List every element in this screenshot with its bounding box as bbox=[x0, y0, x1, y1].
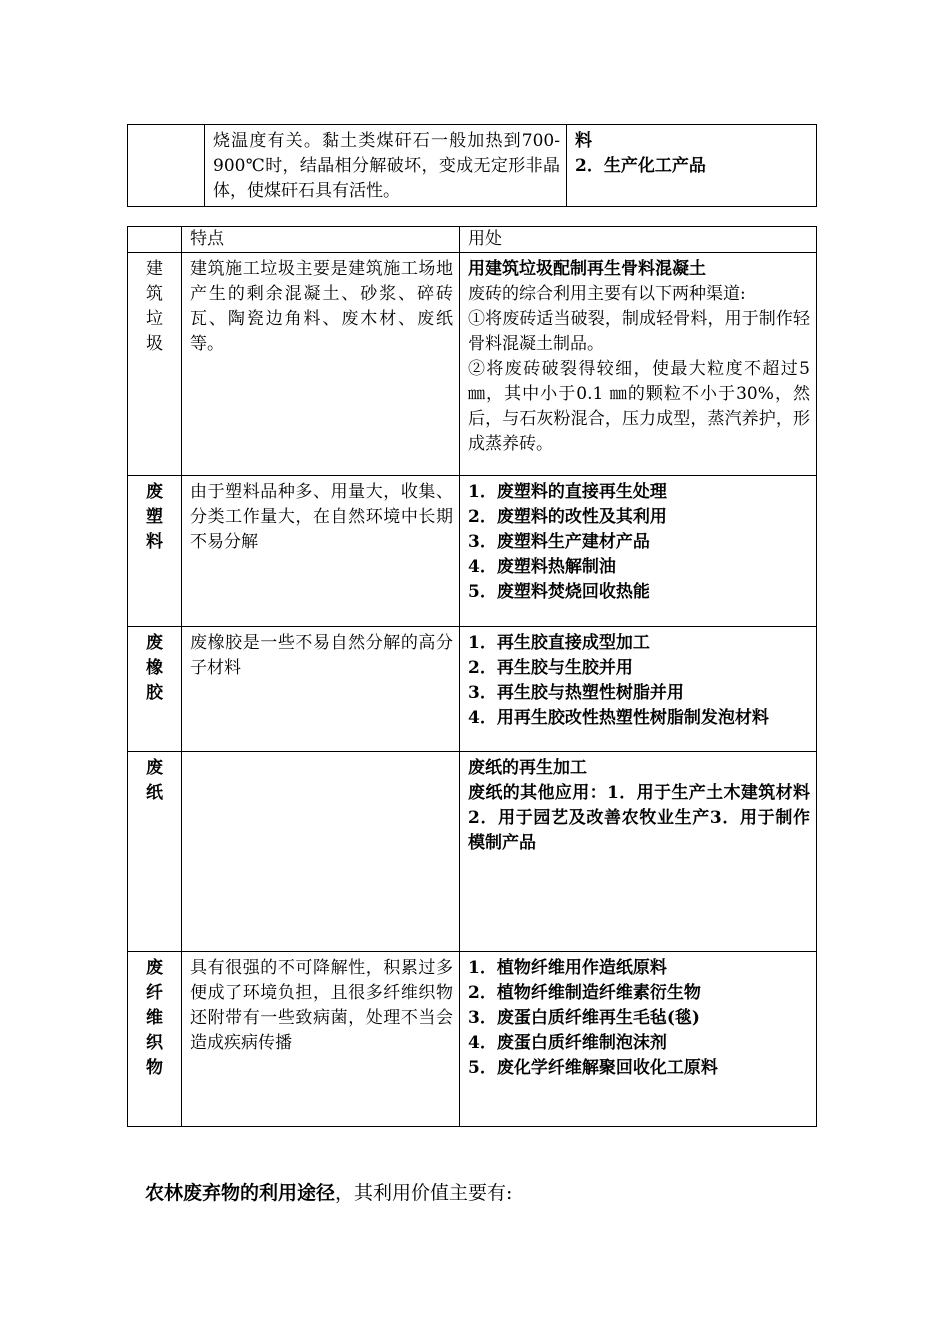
continued-empty-cell bbox=[128, 125, 205, 207]
category-char: 橡 bbox=[146, 658, 163, 678]
category-cell bbox=[128, 952, 182, 1127]
table-row bbox=[128, 752, 817, 952]
use-item: 2．植物纤维制造纤维素衍生物 bbox=[468, 983, 701, 1003]
use-item: 3．再生胶与热塑性树脂并用 bbox=[468, 683, 684, 703]
table-row bbox=[128, 253, 817, 476]
category-char: 建 bbox=[146, 259, 163, 279]
continued-table bbox=[127, 124, 817, 207]
use-item: 4．废蛋白质纤维制泡沫剂 bbox=[468, 1033, 667, 1053]
category-char: 垃 bbox=[146, 309, 163, 329]
use-item: 2．废塑料的改性及其利用 bbox=[468, 507, 667, 527]
table-row bbox=[128, 952, 817, 1127]
use-item: 1．废塑料的直接再生处理 bbox=[468, 482, 667, 502]
category-char: 废 bbox=[146, 482, 163, 502]
use-item: 5．废化学纤维解聚回收化工原料 bbox=[468, 1058, 718, 1078]
use-cell bbox=[460, 752, 817, 952]
use-cell bbox=[460, 253, 817, 476]
table-row bbox=[128, 627, 817, 752]
use-line: ②将废砖破裂得较细，使最大粒度不超过5 ㎜，其中小于0.1 ㎜的颗粒不小于30%，然后，与石灰粉混合，压力成型，蒸汽养护，形成蒸养砖。 bbox=[468, 359, 810, 454]
use-item: 废纸的其他应用：1．用于生产土木建筑材料2．用于园艺及改善农牧业生产3．用于制作模制产品 bbox=[468, 783, 810, 853]
category-cell bbox=[128, 752, 182, 952]
use-item: 1．再生胶直接成型加工 bbox=[468, 633, 650, 653]
category-cell bbox=[128, 627, 182, 752]
section-heading-rest: ，其利用价值主要有: bbox=[335, 1182, 513, 1204]
section-heading-lead: 农林废弃物的利用途径 bbox=[145, 1182, 336, 1204]
use-cell bbox=[460, 952, 817, 1127]
category-char: 胶 bbox=[146, 683, 163, 703]
category-char: 物 bbox=[146, 1058, 163, 1078]
use-item: 4．用再生胶改性热塑性树脂制发泡材料 bbox=[468, 708, 769, 728]
category-char: 筑 bbox=[146, 284, 163, 304]
category-char: 纸 bbox=[146, 783, 163, 803]
feature-cell: 废橡胶是一些不易自然分解的高分子材料 bbox=[182, 627, 460, 752]
continued-right-line: 2．生产化工产品 bbox=[575, 156, 706, 176]
use-title: 用建筑垃圾配制再生骨料混凝土 bbox=[468, 259, 706, 279]
feature-cell bbox=[182, 752, 460, 952]
category-char: 纤 bbox=[146, 983, 163, 1003]
header-cell-uses: 用处 bbox=[460, 227, 817, 253]
category-char: 废 bbox=[146, 633, 163, 653]
use-line: 废砖的综合利用主要有以下两种渠道: bbox=[468, 284, 746, 304]
category-char: 废 bbox=[146, 758, 163, 778]
header-cell-category bbox=[128, 227, 182, 253]
category-char: 废 bbox=[146, 958, 163, 978]
use-item: 2．再生胶与生胶并用 bbox=[468, 658, 633, 678]
use-item: 废纸的再生加工 bbox=[468, 758, 587, 778]
feature-cell: 具有很强的不可降解性，积累过多便成了环境负担，且很多纤维织物还附带有一些致病菌，处理不当会造成疾病传播 bbox=[182, 952, 460, 1127]
category-char: 维 bbox=[146, 1008, 163, 1028]
table-row bbox=[128, 476, 817, 627]
category-char: 圾 bbox=[146, 334, 163, 354]
continued-middle-cell: 烧温度有关。黏土类煤矸石一般加热到700-900℃时，结晶相分解破坏，变成无定形非晶体，使煤矸石具有活性。 bbox=[205, 125, 567, 207]
feature-cell: 由于塑料品种多、用量大，收集、分类工作量大，在自然环境中长期不易分解 bbox=[182, 476, 460, 627]
continued-right-cell bbox=[567, 125, 817, 207]
use-item: 3．废塑料生产建材产品 bbox=[468, 532, 650, 552]
category-char: 料 bbox=[146, 532, 163, 552]
header-cell-features: 特点 bbox=[182, 227, 460, 253]
use-line: ①将废砖适当破裂，制成轻骨料，用于制作轻骨料混凝土制品。 bbox=[468, 309, 810, 354]
use-item: 1．植物纤维用作造纸原料 bbox=[468, 958, 667, 978]
use-item: 4．废塑料热解制油 bbox=[468, 557, 616, 577]
section-heading bbox=[145, 1178, 512, 1205]
use-cell bbox=[460, 627, 817, 752]
use-cell bbox=[460, 476, 817, 627]
feature-cell: 建筑施工垃圾主要是建筑施工场地产生的剩余混凝土、砂浆、碎砖瓦、陶瓷边角料、废木材、废纸等。 bbox=[182, 253, 460, 476]
category-cell bbox=[128, 476, 182, 627]
category-char: 织 bbox=[146, 1033, 163, 1053]
header-row bbox=[128, 227, 817, 253]
continued-right-line: 料 bbox=[575, 131, 592, 151]
category-char: 塑 bbox=[146, 507, 163, 527]
category-cell bbox=[128, 253, 182, 476]
use-item: 5．废塑料焚烧回收热能 bbox=[468, 582, 650, 602]
waste-utilization-table bbox=[127, 226, 817, 1127]
use-item: 3．废蛋白质纤维再生毛毡(毯) bbox=[468, 1008, 700, 1028]
